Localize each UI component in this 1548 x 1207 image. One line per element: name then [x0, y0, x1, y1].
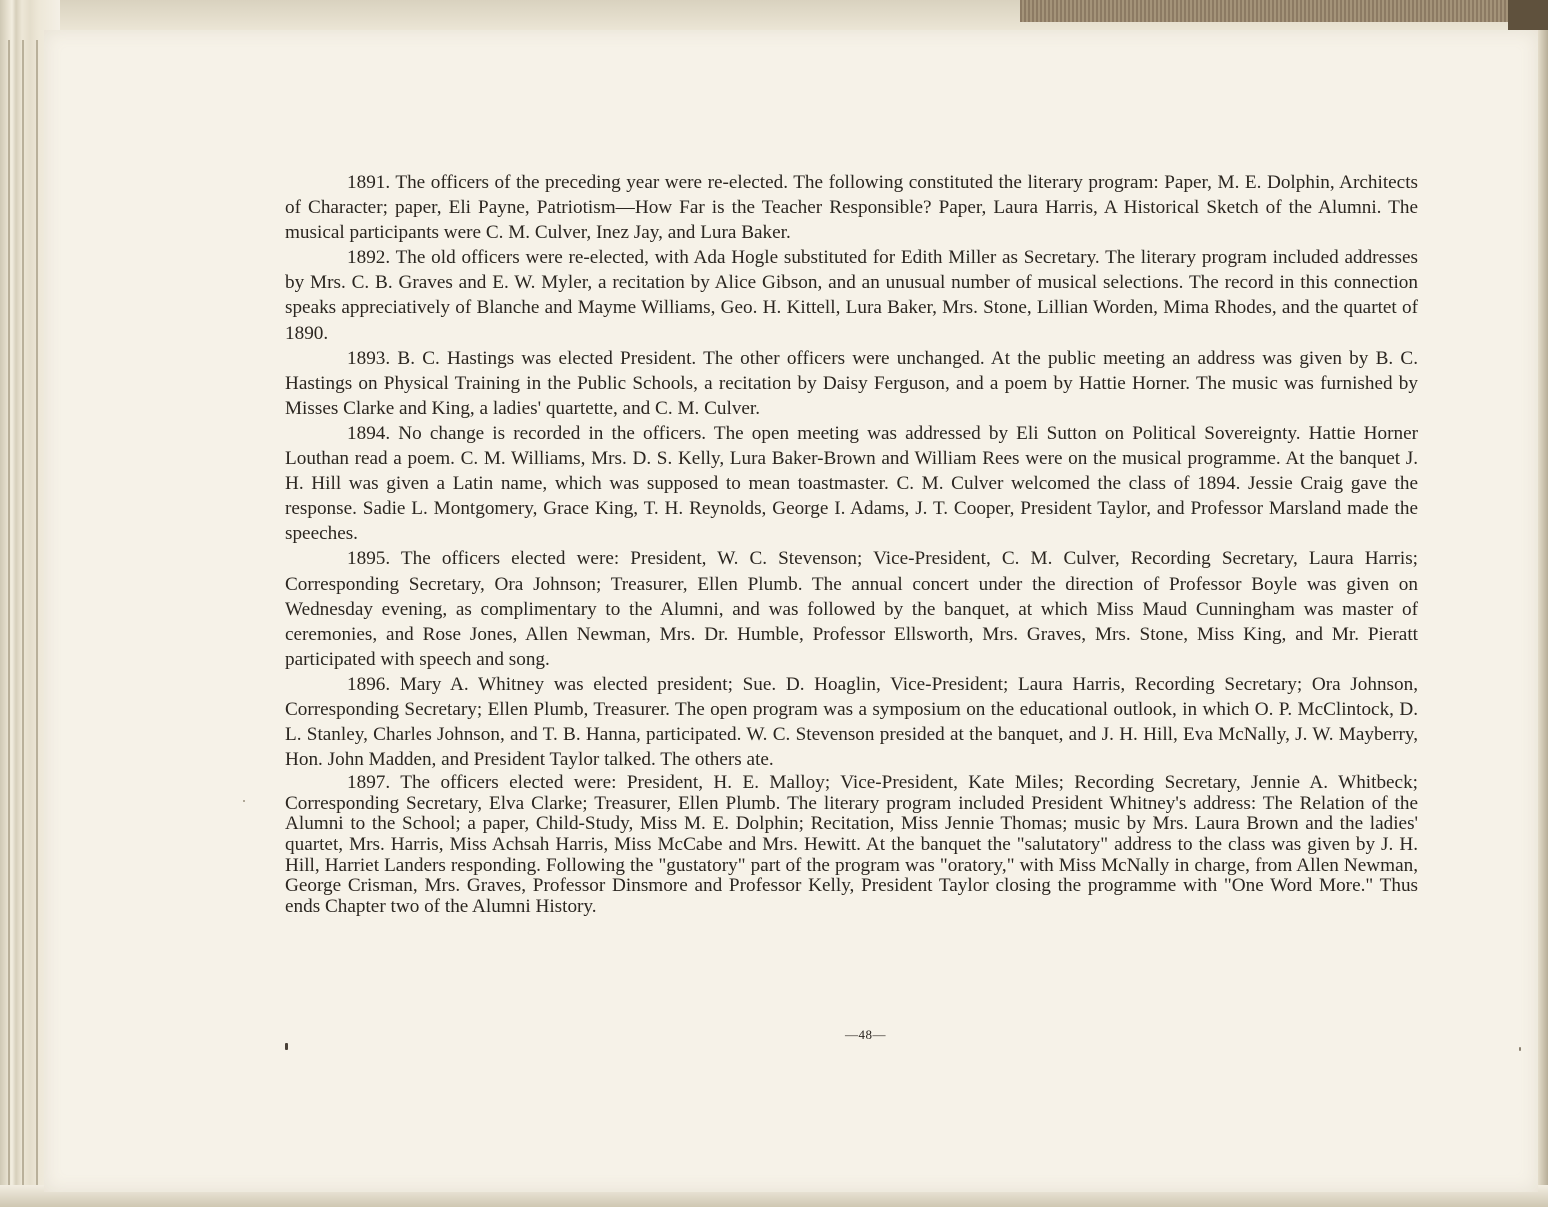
binding-line [8, 40, 10, 1190]
paragraph-1896: 1896. Mary A. Whitney was elected president; Sue. D. Hoaglin, Vice-President; Laura Harris, Recording Secretary; Ora Johnson, Corresponding Secretary; Ellen Plumb, Treasurer. The open program was a symposium on the educational outlook, in which O. P. McClintock, D. L. Stanley, Charles Johnson, and T. B. Hanna, participated. W. C. Stevenson presided at the banquet, and J. H. Hill, Eva McNally, J. W. Mayberry, Hon. John Madden, and President Taylor talked. The others ate. [285, 673, 1418, 771]
paragraph-1895: 1895. The officers elected were: President, W. C. Stevenson; Vice-President, C. M. Culver, Recording Secretary, Laura Harris; Corresponding Secretary, Ora Johnson; Treasurer, Ellen Plumb. The annual concert under the direction of Professor Boyle was given on Wednesday evening, as complimentary to the Alumni, and was followed by the banquet, at which Miss Maud Cunningham was master of ceremonies, and Rose Jones, Allen Newman, Mrs. Dr. Humble, Professor Ellsworth, Mrs. Graves, Mrs. Stone, Miss King, and Mr. Pieratt participated with speech and song. [285, 548, 1418, 670]
page-right-edge [1538, 30, 1548, 1207]
ink-speck [1519, 1047, 1521, 1051]
binding-line [22, 40, 24, 1190]
binding-line [36, 40, 38, 1190]
page-number: —48— [845, 1027, 886, 1042]
ink-speck [243, 800, 245, 802]
ink-speck [285, 1043, 288, 1050]
book-cover-edge [1020, 0, 1548, 22]
paragraph-1893: 1893. B. C. Hastings was elected President. The other officers were unchanged. At the public meeting an address was given by B. C. Hastings on Physical Training in the Public Schools, a recitation by Daisy Ferguson, and a poem by Hattie Horner. The music was furnished by Misses Clarke and King, a ladies' quartette, and C. M. Culver. [285, 347, 1418, 419]
paragraph-1891: 1891. The officers of the preceding year were re-elected. The following constituted the literary program: Paper, M. E. Dolphin, Architects of Character; paper, Eli Payne, Patriotism—How Far is the Teacher Responsible? Paper, Laura Harris, A Historical Sketch of the Alumni. The musical participants were C. M. Culver, Inez Jay, and Lura Baker. [285, 172, 1418, 244]
paragraph-1894: 1894. No change is recorded in the officers. The open meeting was addressed by Eli Sutton on Political Sovereignty. Hattie Horner Louthan read a poem. C. M. Williams, Mrs. D. S. Kelly, Lura Baker-Brown and William Rees were on the musical programme. At the banquet J. H. Hill was given a Latin name, which was supposed to mean toastmaster. C. M. Culver welcomed the class of 1894. Jessie Craig gave the response. Sadie L. Montgomery, Grace King, T. H. Reynolds, George I. Adams, J. T. Cooper, President Taylor, and Professor Marsland made the speeches. [285, 422, 1418, 545]
body-text [285, 170, 1418, 917]
paragraph-1897: 1897. The officers elected were: President, H. E. Malloy; Vice-President, Kate Miles; Recording Secretary, Jennie A. Whitbeck; Corresponding Secretary, Elva Clarke; Treasurer, Ellen Plumb. The literary program included President Whitney's address: The Relation of the Alumni to the School; a paper, Child-Study, Miss M. E. Dolphin; Recitation, Miss Jennie Thomas; music by Mrs. Laura Brown and the ladies' quartet, Mrs. Harris, Miss Achsah Harris, Miss McCabe and Mrs. Hewitt. At the banquet the "salutatory" address to the class was given by J. H. Hill, Harriet Landers responding. Following the "gustatory" part of the program was "oratory," with Miss McNally in charge, from Allen Newman, George Crisman, Mrs. Graves, Professor Dinsmore and Professor Kelly, President Taylor closing the programme with "One Word More." Thus ends Chapter two of the Alumni History. [285, 772, 1418, 917]
paragraph-1892: 1892. The old officers were re-elected, with Ada Hogle substituted for Edith Miller as Secretary. The literary program included addresses by Mrs. C. B. Graves and E. W. Myler, a recitation by Alice Gibson, and an unusual number of musical selections. The record in this connection speaks appreciatively of Blanche and Mayme Williams, Geo. H. Kittell, Lura Baker, Mrs. Stone, Lillian Worden, Mima Rhodes, and the quartet of 1890. [285, 247, 1418, 344]
